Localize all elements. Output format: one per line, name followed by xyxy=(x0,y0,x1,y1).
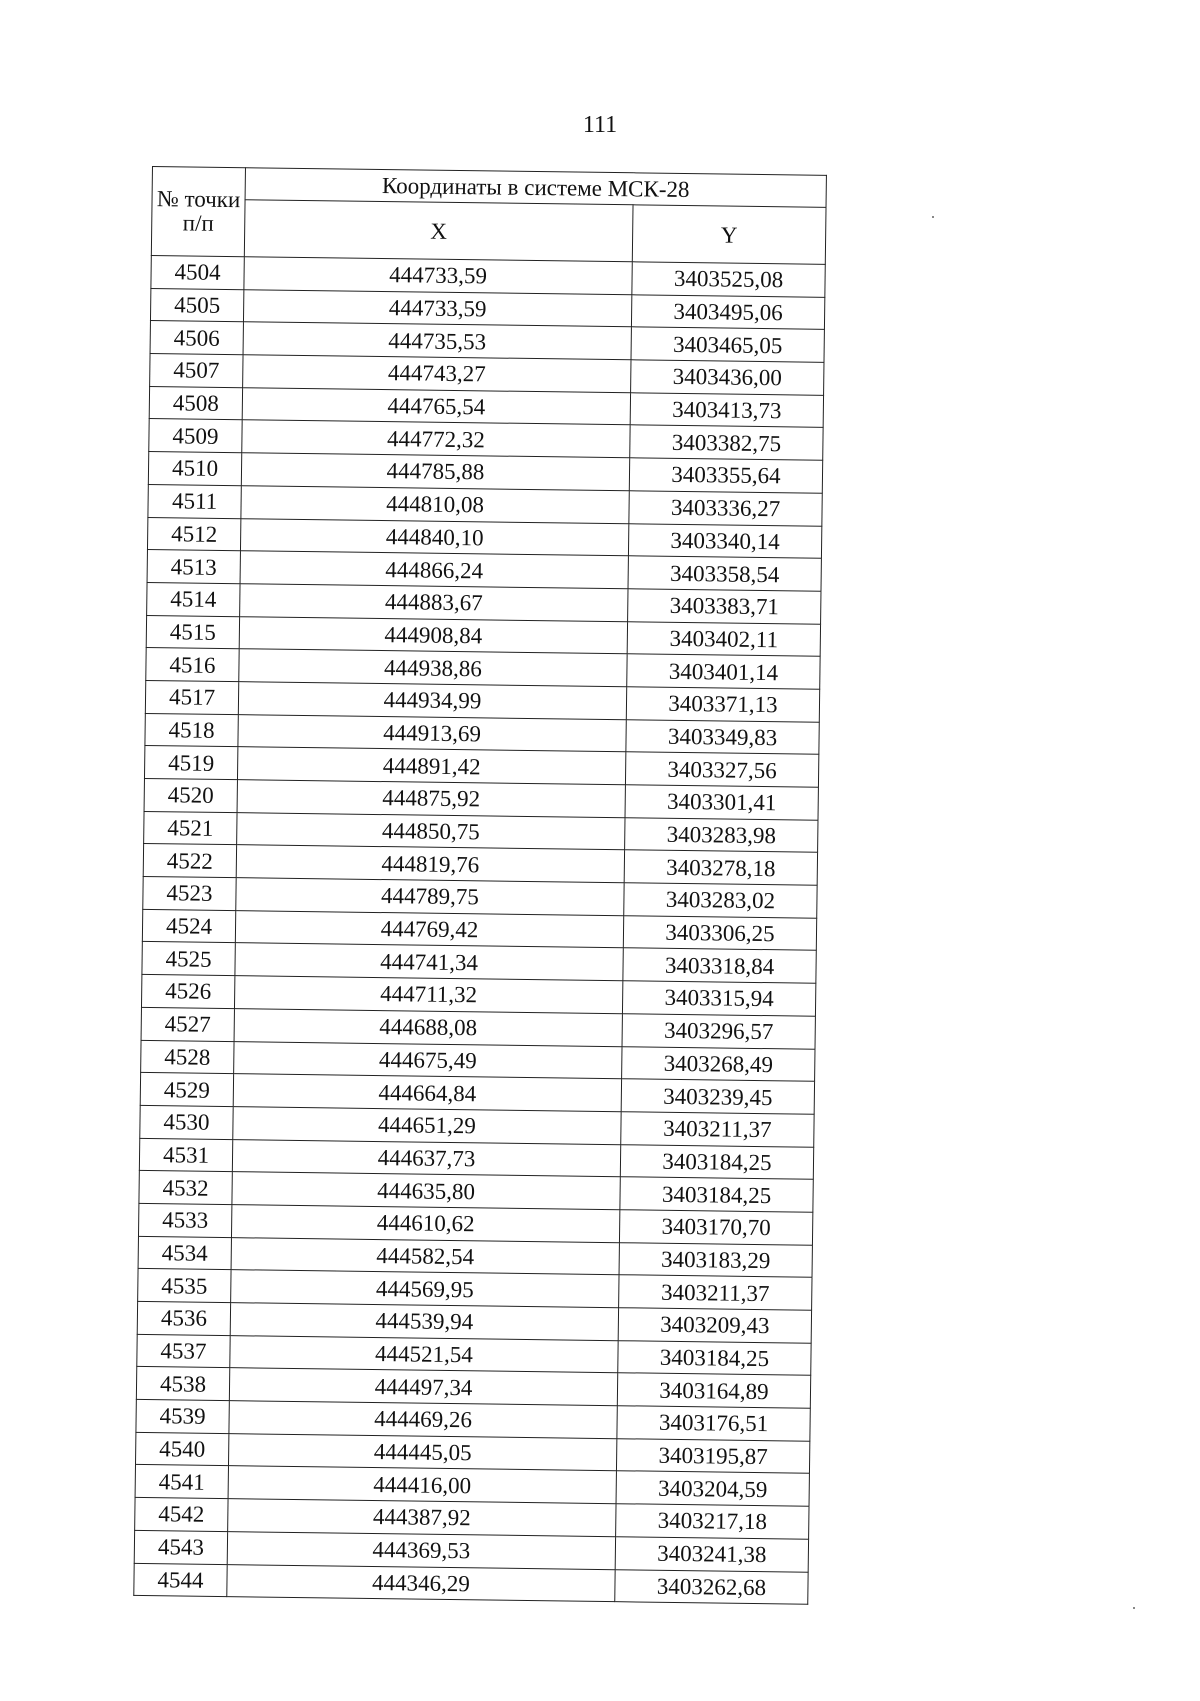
x-coordinate-cell: 444866,24 xyxy=(240,551,628,589)
y-coordinate-cell: 3403184,25 xyxy=(618,1340,811,1375)
y-coordinate-cell: 3403301,41 xyxy=(625,785,818,820)
x-coordinate-cell: 444582,54 xyxy=(231,1237,619,1275)
x-coordinate-cell: 444688,08 xyxy=(234,1008,622,1046)
x-coordinate-cell: 444675,49 xyxy=(234,1041,622,1079)
point-number-cell: 4511 xyxy=(148,484,241,518)
y-coordinate-cell: 3403262,68 xyxy=(615,1569,808,1604)
point-number-cell: 4535 xyxy=(138,1269,231,1303)
x-coordinate-cell: 444785,88 xyxy=(241,453,629,491)
point-number-cell: 4522 xyxy=(143,844,236,878)
x-coordinate-cell: 444416,00 xyxy=(228,1466,616,1504)
y-coordinate-cell: 3403371,13 xyxy=(626,687,819,722)
scan-speck xyxy=(932,216,934,218)
coordinate-system-header: Координаты в системе МСК-28 xyxy=(245,168,826,208)
point-number-cell: 4539 xyxy=(136,1399,229,1433)
y-coordinate-cell: 3403402,11 xyxy=(627,621,820,656)
y-coordinate-cell: 3403525,08 xyxy=(632,262,825,297)
point-number-cell: 4541 xyxy=(135,1465,228,1499)
y-coordinate-cell: 3403239,45 xyxy=(621,1079,814,1114)
y-coordinate-cell: 3403278,18 xyxy=(624,850,817,885)
coordinates-table xyxy=(133,166,827,1605)
point-number-cell: 4543 xyxy=(134,1530,227,1564)
x-coordinate-cell: 444664,84 xyxy=(233,1074,621,1112)
x-coordinate-cell: 444497,34 xyxy=(229,1368,617,1406)
y-coordinate-cell: 3403355,64 xyxy=(629,458,822,493)
y-coordinate-cell: 3403401,14 xyxy=(627,654,820,689)
y-coordinate-cell: 3403349,83 xyxy=(626,719,819,754)
y-coordinate-cell: 3403183,29 xyxy=(619,1242,812,1277)
x-coordinate-cell: 444934,99 xyxy=(238,682,626,720)
x-coordinate-cell: 444741,34 xyxy=(235,943,623,981)
point-number-cell: 4523 xyxy=(143,877,236,911)
x-coordinate-cell: 444635,80 xyxy=(232,1172,620,1210)
x-coordinate-cell: 444469,26 xyxy=(229,1401,617,1439)
x-coordinate-cell: 444733,59 xyxy=(244,257,632,295)
y-coordinate-cell: 3403383,71 xyxy=(628,589,821,624)
x-coordinate-cell: 444651,29 xyxy=(233,1107,621,1145)
point-number-cell: 4515 xyxy=(146,615,239,649)
point-number-cell: 4542 xyxy=(135,1498,228,1532)
point-number-cell: 4513 xyxy=(147,550,240,584)
x-coordinate-cell: 444810,08 xyxy=(241,486,629,524)
point-number-cell: 4524 xyxy=(142,909,235,943)
y-coordinate-cell: 3403318,84 xyxy=(623,948,816,983)
x-coordinate-cell: 444891,42 xyxy=(237,747,625,785)
point-number-cell: 4540 xyxy=(135,1432,228,1466)
x-coordinate-cell: 444521,54 xyxy=(230,1335,618,1373)
table-body xyxy=(134,255,826,1604)
x-coordinate-cell: 444819,76 xyxy=(236,845,624,883)
point-number-cell: 4534 xyxy=(138,1236,231,1270)
point-number-cell: 4509 xyxy=(149,419,242,453)
point-number-cell: 4514 xyxy=(147,582,240,616)
x-coordinate-cell: 444610,62 xyxy=(231,1205,619,1243)
point-number-cell: 4529 xyxy=(140,1073,233,1107)
x-coordinate-cell: 444387,92 xyxy=(228,1499,616,1537)
point-number-cell: 4538 xyxy=(136,1367,229,1401)
x-column-header: X xyxy=(244,200,633,262)
point-number-cell: 4504 xyxy=(151,255,244,289)
point-number-cell: 4537 xyxy=(137,1334,230,1368)
x-coordinate-cell: 444369,53 xyxy=(227,1531,615,1569)
x-coordinate-cell: 444539,94 xyxy=(230,1303,618,1341)
x-coordinate-cell: 444765,54 xyxy=(242,387,630,425)
y-coordinate-cell: 3403283,98 xyxy=(625,817,818,852)
y-coordinate-cell: 3403315,94 xyxy=(622,981,815,1016)
point-number-cell: 4508 xyxy=(149,386,242,420)
y-coordinate-cell: 3403465,05 xyxy=(631,327,824,362)
x-coordinate-cell: 444735,53 xyxy=(243,322,631,360)
x-coordinate-cell: 444883,67 xyxy=(240,584,628,622)
y-coordinate-cell: 3403358,54 xyxy=(628,556,821,591)
y-coordinate-cell: 3403170,70 xyxy=(619,1210,812,1245)
point-number-cell: 4519 xyxy=(144,746,237,780)
x-coordinate-cell: 444769,42 xyxy=(235,910,623,948)
x-coordinate-cell: 444637,73 xyxy=(232,1139,620,1177)
x-coordinate-cell: 444772,32 xyxy=(242,420,630,458)
point-number-cell: 4527 xyxy=(141,1007,234,1041)
point-number-cell: 4525 xyxy=(142,942,235,976)
x-coordinate-cell: 444938,86 xyxy=(239,649,627,687)
y-coordinate-cell: 3403164,89 xyxy=(617,1373,810,1408)
point-number-cell: 4544 xyxy=(134,1563,227,1597)
point-number-cell: 4521 xyxy=(144,811,237,845)
y-coordinate-cell: 3403327,56 xyxy=(625,752,818,787)
x-coordinate-cell: 444743,27 xyxy=(243,355,631,393)
x-coordinate-cell: 444445,05 xyxy=(228,1433,616,1471)
y-coordinate-cell: 3403296,57 xyxy=(622,1014,815,1049)
point-number-header: № точки п/п xyxy=(151,167,245,257)
x-coordinate-cell: 444569,95 xyxy=(231,1270,619,1308)
y-coordinate-cell: 3403195,87 xyxy=(616,1438,809,1473)
y-coordinate-cell: 3403283,02 xyxy=(624,883,817,918)
point-number-cell: 4510 xyxy=(148,452,241,486)
point-number-cell: 4507 xyxy=(150,354,243,388)
y-column-header: Y xyxy=(632,205,826,264)
y-coordinate-cell: 3403241,38 xyxy=(615,1536,808,1571)
page-number: 111 xyxy=(582,112,618,138)
point-number-cell: 4526 xyxy=(141,975,234,1009)
y-coordinate-cell: 3403211,37 xyxy=(619,1275,812,1310)
point-number-cell: 4536 xyxy=(137,1301,230,1335)
y-coordinate-cell: 3403340,14 xyxy=(628,523,821,558)
x-coordinate-cell: 444875,92 xyxy=(237,780,625,818)
point-number-cell: 4533 xyxy=(138,1203,231,1237)
point-number-cell: 4530 xyxy=(140,1105,233,1139)
scan-speck xyxy=(1133,1607,1135,1609)
point-number-cell: 4516 xyxy=(146,648,239,682)
y-coordinate-cell: 3403176,51 xyxy=(617,1406,810,1441)
point-number-cell: 4518 xyxy=(145,713,238,747)
point-number-cell: 4506 xyxy=(150,321,243,355)
y-coordinate-cell: 3403436,00 xyxy=(631,360,824,395)
point-number-cell: 4520 xyxy=(144,778,237,812)
y-coordinate-cell: 3403217,18 xyxy=(616,1504,809,1539)
y-coordinate-cell: 3403204,59 xyxy=(616,1471,809,1506)
x-coordinate-cell: 444733,59 xyxy=(243,289,631,327)
x-coordinate-cell: 444711,32 xyxy=(234,976,622,1014)
point-number-cell: 4512 xyxy=(147,517,240,551)
point-number-cell: 4505 xyxy=(150,288,243,322)
point-number-cell: 4531 xyxy=(139,1138,232,1172)
y-coordinate-cell: 3403184,25 xyxy=(620,1177,813,1212)
x-coordinate-cell: 444789,75 xyxy=(236,878,624,916)
y-coordinate-cell: 3403268,49 xyxy=(622,1046,815,1081)
y-coordinate-cell: 3403211,37 xyxy=(621,1112,814,1147)
y-coordinate-cell: 3403382,75 xyxy=(630,425,823,460)
x-coordinate-cell: 444346,29 xyxy=(227,1564,615,1602)
x-coordinate-cell: 444850,75 xyxy=(237,812,625,850)
x-coordinate-cell: 444840,10 xyxy=(240,518,628,556)
point-number-cell: 4528 xyxy=(141,1040,234,1074)
y-coordinate-cell: 3403306,25 xyxy=(623,915,816,950)
y-coordinate-cell: 3403184,25 xyxy=(620,1144,813,1179)
y-coordinate-cell: 3403495,06 xyxy=(631,294,824,329)
y-coordinate-cell: 3403413,73 xyxy=(630,393,823,428)
y-coordinate-cell: 3403336,27 xyxy=(629,491,822,526)
y-coordinate-cell: 3403209,43 xyxy=(618,1308,811,1343)
point-number-cell: 4532 xyxy=(139,1171,232,1205)
x-coordinate-cell: 444913,69 xyxy=(238,714,626,752)
point-number-cell: 4517 xyxy=(145,680,238,714)
x-coordinate-cell: 444908,84 xyxy=(239,616,627,654)
